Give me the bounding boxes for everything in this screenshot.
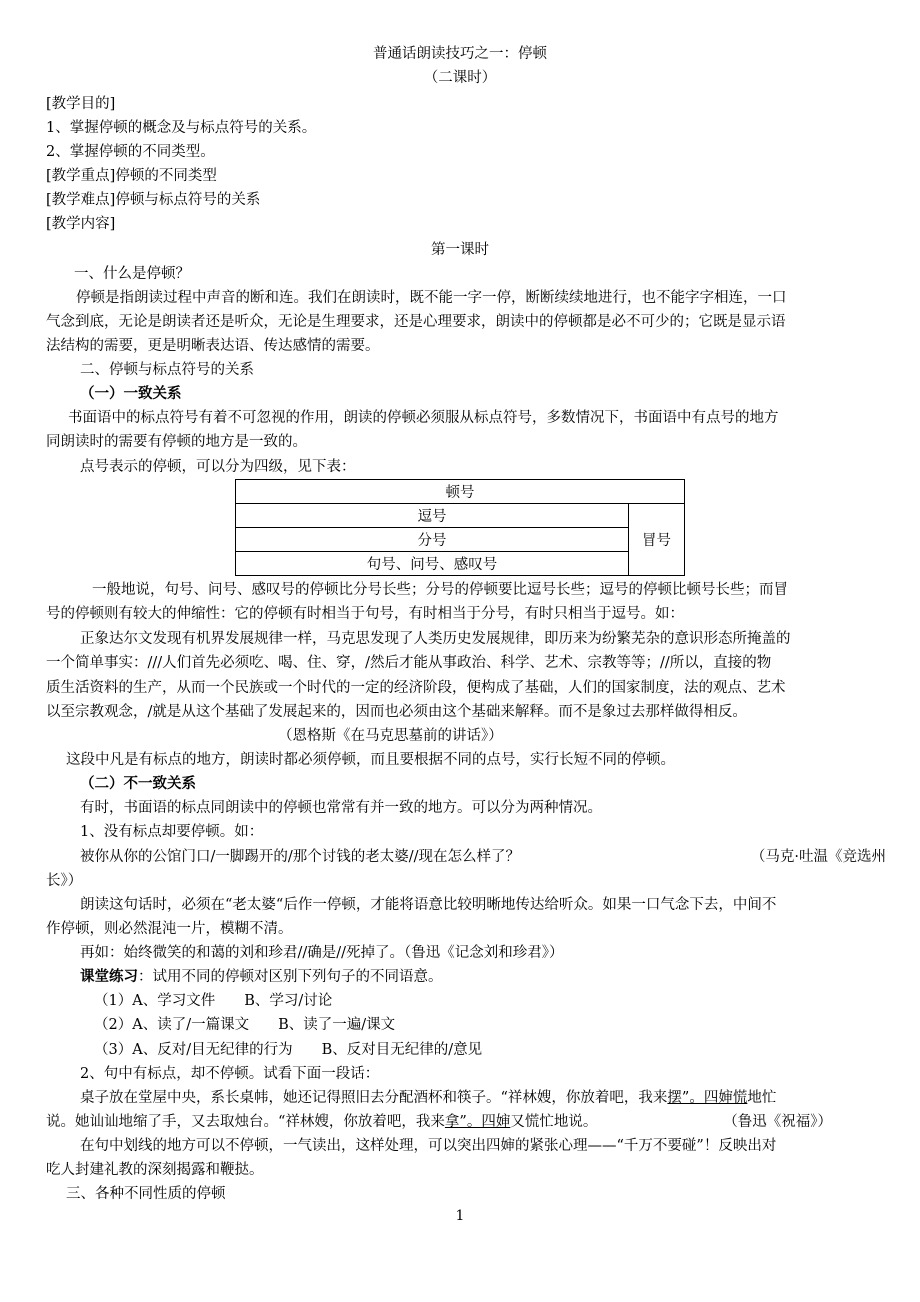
example-3-text: 地忙 — [747, 1090, 777, 1106]
section-1-paragraph-line: 法结构的需要，更是明晰表达语、传达感情的需要。 — [46, 338, 380, 354]
content-label: [教学内容] — [46, 216, 116, 232]
practice-text: ：试用不同的停顿对区别下列句子的不同语意。 — [138, 969, 443, 985]
quote-line: 以至宗教观念，/就是从这个基础了发展起来的，因而也必须由这个基础来解释。而不是象过去那样做得相反。 — [46, 704, 747, 720]
example-3-text: 说。她讪讪地缩了手，又去取烛台。“祥林嫂，你放着吧，我来 — [46, 1114, 445, 1130]
table-cell: 句号、问号、感叹号 — [236, 552, 629, 576]
subsection-2-heading: （二）不一致关系 — [80, 775, 196, 792]
case-2-heading: 2、句中有标点，却不停顿。试看下面一段话： — [80, 1066, 380, 1082]
practice-item: （1）A、学习文件 B、学习/讨论 — [94, 993, 333, 1009]
example-1-note-line: 朗读这句话时，必须在“老太婆“后作一停顿，才能将语意比较明晰地传达给听众。如果一口气念下去，中间不 — [80, 897, 777, 913]
example-3-source: （鲁迅《祝福》） — [723, 1114, 832, 1130]
practice-line — [80, 965, 886, 989]
goal-2: 2、掌握停顿的不同类型。 — [46, 144, 215, 160]
section-2-heading: 二、停顿与标点符号的关系 — [80, 362, 254, 378]
example-1-note-line: 作停顿，则必然混沌一片，模糊不清。 — [46, 921, 293, 937]
case-1-heading: 1、没有标点却要停顿。如： — [80, 824, 264, 840]
example-1-source-continued: 长》） — [46, 873, 83, 889]
example-1-line — [80, 845, 886, 869]
practice-item: （2）A、读了/一篇课文 B、读了一遍/课文 — [94, 1017, 396, 1033]
underlined-phrase: 摆”。四婶慌 — [667, 1090, 748, 1106]
goals-label: [教学目的] — [46, 96, 116, 112]
practice-item: （3）A、反对/目无纪律的行为 B、反对目无纪律的/意见 — [94, 1042, 483, 1058]
quote-line: 质生活资料的生产，从而一个民族或一个时代的一定的经济阶段，便构成了基础，人们的国家制度，法的观点、艺术 — [46, 680, 786, 696]
example-1-source: （马克·吐温《竞选州 — [750, 849, 886, 865]
section-1-paragraph-line: 气念到底，无论是朗读者还是听众，无论是生理要求，还是心理要求，朗读中的停顿都是必不可少的；它既是显示语 — [46, 314, 786, 330]
goal-1: 1、掌握停顿的概念及与标点符号的关系。 — [46, 120, 317, 136]
page-number: 1 — [455, 1208, 465, 1224]
quote-source: （恩格斯《在马克思墓前的讲话》） — [278, 728, 503, 744]
subsection-1-paragraph-line: 同朗读时的需要有停顿的地方是一致的。 — [46, 434, 307, 450]
example-1-text: 被你从你的公馆门口/一脚踢开的/那个讨钱的老太婆//现在怎么样了？ — [80, 849, 521, 865]
section-1-paragraph-line: 停顿是指朗读过程中声音的断和连。我们在朗读时，既不能一字一停，断断续续地进行，也不能字字相连，一口 — [76, 290, 787, 306]
key-point: [教学重点]停顿的不同类型 — [46, 168, 217, 184]
table-cell: 顿号 — [236, 480, 685, 504]
example-2: 再如：始终微笑的和蔼的刘和珍君//确是//死掉了。（鲁迅《记念刘和珍君》） — [80, 945, 564, 961]
practice-label: 课堂练习 — [80, 968, 138, 985]
lesson-1-heading: 第一课时 — [431, 242, 489, 258]
example-3-text: 又慌忙地说。 — [510, 1114, 598, 1130]
table-cell-colon: 冒号 — [629, 504, 685, 576]
explanation-line: 一般地说，句号、问号、感叹号的停顿比分号长些；分号的停顿要比逗号长些；逗号的停顿比顿号长些；而冒 — [92, 582, 788, 598]
document-title: 普通话朗读技巧之一：停顿 — [373, 46, 547, 62]
table-intro: 点号表示的停顿，可以分为四级，见下表： — [80, 459, 356, 475]
quote-line: 一个简单事实：///人们首先必须吃、喝、住、穿，/然后才能从事政治、科学、艺术、宗教等等；//所以，直接的物 — [46, 655, 772, 671]
underlined-phrase: 拿”。四婶 — [444, 1114, 511, 1130]
difficulty: [教学难点]停顿与标点符号的关系 — [46, 192, 261, 208]
subsection-1-paragraph-line: 书面语中的标点符号有着不可忽视的作用，朗读的停顿必须服从标点符号，多数情况下，书面语中有点号的地方 — [68, 410, 779, 426]
subsection-1-heading: （一）一致关系 — [80, 385, 182, 402]
table-cell: 逗号 — [236, 504, 629, 528]
section-1-heading: 一、什么是停顿？ — [74, 266, 190, 282]
punctuation-pause-table — [235, 479, 685, 576]
subsection-1-conclusion: 这段中凡是有标点的地方，朗读时都必须停顿，而且要根据不同的点号，实行长短不同的停顿。 — [66, 752, 675, 768]
example-3-note-line: 吃人封建礼教的深刻揭露和鞭挞。 — [46, 1162, 264, 1178]
explanation-line: 号的停顿则有较大的伸缩性：它的停顿有时相当于句号，有时相当于分号，有时只相当于逗号。如： — [46, 606, 684, 622]
example-3-text: 桌子放在堂屋中央，系长桌帏，她还记得照旧去分配酒杯和筷子。“祥林嫂，你放着吧，我来 — [80, 1090, 668, 1106]
table-cell: 分号 — [236, 528, 629, 552]
section-3-heading: 三、各种不同性质的停顿 — [66, 1186, 226, 1202]
example-3-note-line: 在句中划线的地方可以不停顿，一气读出，这样处理，可以突出四婶的紧张心理——“千万不要碰”！反映出对 — [80, 1138, 777, 1154]
document-subtitle: （二课时） — [423, 70, 497, 86]
example-3-line — [80, 1086, 886, 1110]
subsection-2-intro: 有时，书面语的标点同朗读中的停顿也常常有并一致的地方。可以分为两种情况。 — [80, 800, 602, 816]
quote-line: 正象达尔文发现有机界发展规律一样，马克思发现了人类历史发展规律，即历来为纷繁芜杂的意识形态所掩盖的 — [80, 631, 791, 647]
example-3-line — [46, 1110, 886, 1134]
